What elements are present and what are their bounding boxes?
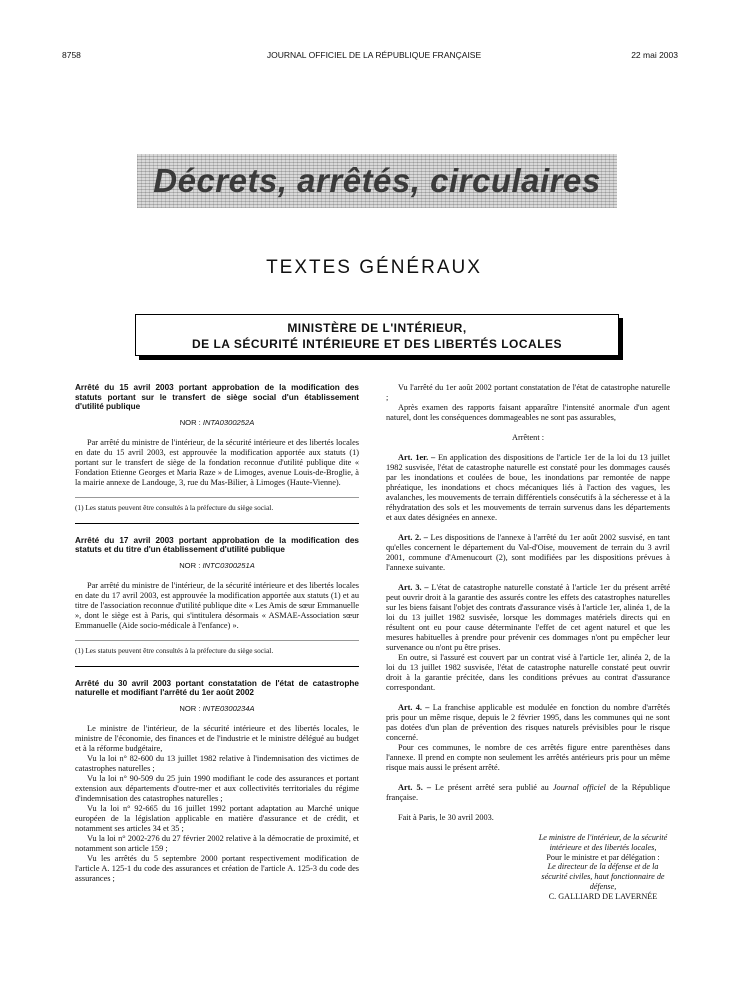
publication-date: 22 mai 2003 bbox=[631, 50, 678, 60]
article-4 bbox=[386, 703, 670, 743]
paragraph: Vu l'arrêté du 1er août 2002 portant constatation de l'état de catastrophe naturelle ; bbox=[386, 383, 670, 402]
section-banner bbox=[137, 154, 617, 208]
arretent-heading: Arrêtent : bbox=[511, 433, 545, 442]
article-text: L'état de catastrophe naturelle constaté à l'article 1er du présent arrêté peut ouvrir droit à la garantie des assurés contre les effets des catastrophes naturelles sur les biens faisant l'objet des contrats d'assurance visés à l'article 1er, alinéa 1, de la loi du 13 juillet 1982 susvisée, lorsque les dommages matériels directs qui en résultent ont eu pour cause déterminante l'effet de cet agent naturel et que les mesures habituelles à prendre pour prévenir ces dommages n'ont pu empêcher leur survenance ou n'ont pu être prises. bbox=[386, 583, 670, 652]
nor-label: NOR : bbox=[179, 703, 201, 713]
article-title: Arrêté du 17 avril 2003 portant approbation de la modification des statuts et du titre d'un établissement d'utilité publique bbox=[75, 535, 359, 554]
nor-code: INTC0300251A bbox=[202, 560, 255, 570]
article-3 bbox=[386, 583, 670, 653]
paragraph: Vu la loi n° 2002-276 du 27 février 2002 relative à la démocratie de proximité, et notamment son article 159 ; bbox=[75, 833, 359, 853]
article-title: Arrêté du 15 avril 2003 portant approbation de la modification des statuts portant sur le transfert de siège social d'un établissement d'utilité publique bbox=[75, 383, 359, 411]
article-label: Art. 1er. – bbox=[398, 453, 436, 462]
nor-reference bbox=[75, 704, 359, 714]
article-title: Arrêté du 30 avril 2003 portant constatation de l'état de catastrophe naturelle et modifiant l'arrêté du 1er août 2002 bbox=[75, 678, 359, 697]
footnote: (1) Les statuts peuvent être consultés à la préfecture du siège social. bbox=[75, 640, 359, 656]
nor-reference bbox=[75, 418, 359, 428]
ministry-box bbox=[135, 314, 619, 356]
article-text: La franchise applicable est modulée en fonction du nombre d'arrêtés pris pour un même risque, depuis le 2 février 1995, dans les communes qui ne sont pas dotées d'un plan de prévention des risques naturels prévisibles pour le risque concerné. bbox=[386, 703, 671, 742]
signatory-title: Le ministre de l'intérieur, de la sécurité intérieure et des libertés locales, bbox=[538, 833, 668, 852]
right-column bbox=[386, 383, 670, 902]
paragraph: Vu la loi n° 82-600 du 13 juillet 1982 relative à l'indemnisation des victimes de catastrophes naturelles ; bbox=[75, 753, 359, 773]
paragraph: En outre, si l'assuré est couvert par un contrat visé à l'article 1er, alinéa 2, de la loi du 13 juillet 1982 susvisée, l'état de catastrophe naturelle constaté peut ouvrir droit à la garantie précitée, dans les conditions prévues au contrat d'assurance correspondant. bbox=[386, 653, 670, 692]
article-label: Art. 3. – bbox=[398, 583, 429, 592]
article-1 bbox=[386, 453, 670, 523]
divider bbox=[75, 523, 359, 524]
delegation-line: Pour le ministre et par délégation : bbox=[546, 852, 660, 862]
paragraph: Après examen des rapports faisant apparaître l'intensité anormale d'un agent naturel, dont les conséquences dommageables ne sont pas assurables, bbox=[386, 403, 670, 422]
divider bbox=[75, 666, 359, 667]
nor-reference bbox=[75, 561, 359, 571]
ministry-line-2: DE LA SÉCURITÉ INTÉRIEURE ET DES LIBERTÉS LOCALES bbox=[191, 337, 563, 351]
page-number: 8758 bbox=[62, 50, 81, 60]
article-5 bbox=[386, 783, 670, 803]
article-label: Art. 2. – bbox=[398, 533, 428, 542]
article-text: Les dispositions de l'annexe à l'arrêté du 1er août 2002 susvisé, en tant qu'elles concernent le département du Val-d'Oise, mouvement de terrain du 3 avril 2001, commune d'Amenucourt (2), sont modifiées par les dispositions prévues à l'annexe suivante. bbox=[386, 533, 670, 572]
paragraph: Vu les arrêtés du 5 septembre 2000 portant respectivement modification de l'article A. 125-1 du code des assurances et création de l'article A. 125-3 du code des assurances ; bbox=[75, 853, 359, 883]
journal-reference: Journal officiel bbox=[552, 783, 606, 792]
article-label: Art. 4. – bbox=[398, 703, 430, 712]
journal-title: JOURNAL OFFICIEL DE LA RÉPUBLIQUE FRANÇAISE bbox=[266, 50, 482, 60]
article-text: de la République française. bbox=[386, 783, 671, 802]
paragraph: Le ministre de l'intérieur, de la sécurité intérieure et des libertés locales, le ministre de l'économie, des finances et de l'industrie et le ministre délégué au budget et à la réforme budgétaire, bbox=[75, 723, 359, 753]
paragraph: Vu la loi n° 90-509 du 25 juin 1990 modifiant le code des assurances et portant extension aux départements d'outre-mer et aux collectivités territoriales du régime d'indemnisation des catastrophes naturelles ; bbox=[75, 773, 359, 803]
banner-title: Décrets, arrêtés, circulaires bbox=[153, 162, 601, 199]
article-label: Art. 5. – bbox=[398, 783, 431, 792]
article-text: Le présent arrêté sera publié au bbox=[435, 783, 549, 792]
section-title: TEXTES GÉNÉRAUX bbox=[266, 257, 482, 278]
nor-label: NOR : bbox=[179, 417, 201, 427]
footnote: (1) Les statuts peuvent être consultés à la préfecture du siège social. bbox=[75, 497, 359, 513]
left-column bbox=[75, 383, 359, 884]
signatory-title: Le directeur de la défense et de la sécurité civiles, haut fonctionnaire de défense, bbox=[541, 862, 665, 891]
nor-label: NOR : bbox=[179, 560, 201, 570]
paragraph: Par arrêté du ministre de l'intérieur, de la sécurité intérieure et des libertés locales en date du 17 avril 2003, est approuvée la modification apportée aux statuts (1) et au titre de l'association reconnue d'utilité publique dite « Les Amis de sœur Emmanuelle », dont le siège est à Paris, qui s'intitulera désormais « ASMAE-Association sœur Emmanuelle (Aide socio-médicale à l'enfance) ». bbox=[75, 580, 359, 630]
article-2 bbox=[386, 533, 670, 573]
nor-code: INTA0300252A bbox=[202, 417, 255, 427]
article-text: En application des dispositions de l'article 1er de la loi du 13 juillet 1982 susvisée, l'état de catastrophe naturelle est constaté pour les dommages causés par les inondations et coulées de boue, les inondations par remontée de nappe phréatique, les inondations et chocs mécaniques liés à l'action des vagues, les avalanches, les mouvements de terrain différentiels consécutifs à la sécheresse et à la réhydratation des sols et les mouvements de terrain survenus dans les départements et aux dates désignées en annexe. bbox=[386, 453, 670, 522]
signature-date: Fait à Paris, le 30 avril 2003. bbox=[398, 813, 494, 822]
nor-code: INTE0300234A bbox=[202, 703, 255, 713]
signatory-name: C. GALLIARD DE LAVERNÉE bbox=[548, 891, 658, 901]
paragraph: Pour ces communes, le nombre de ces arrêtés figure entre parenthèses dans l'annexe. Il prend en compte non seulement les arrêtés antérieurs pris pour un même risque mais aussi le présent arrêté. bbox=[386, 743, 670, 772]
ministry-line-1: MINISTÈRE DE L'INTÉRIEUR, bbox=[287, 321, 467, 335]
paragraph: Par arrêté du ministre de l'intérieur, de la sécurité intérieure et des libertés locales en date du 15 avril 2003, est approuvée la modification apportée aux statuts (1) portant sur le transfert de siège de la fondation reconnue d'utilité publique dite « Fondation Etienne Georges et Maria Raze » de Limoges, avenue Louis-de-Broglie, à la mairie annexe de Landouge, 3, rue du Mas-Bilier, à Limoges (Haute-Vienne). bbox=[75, 437, 359, 487]
paragraph: Vu la loi n° 92-665 du 16 juillet 1992 portant adaptation au Marché unique européen de la législation applicable en matière d'assurance et de crédit, et notamment ses articles 34 et 35 ; bbox=[75, 803, 359, 833]
